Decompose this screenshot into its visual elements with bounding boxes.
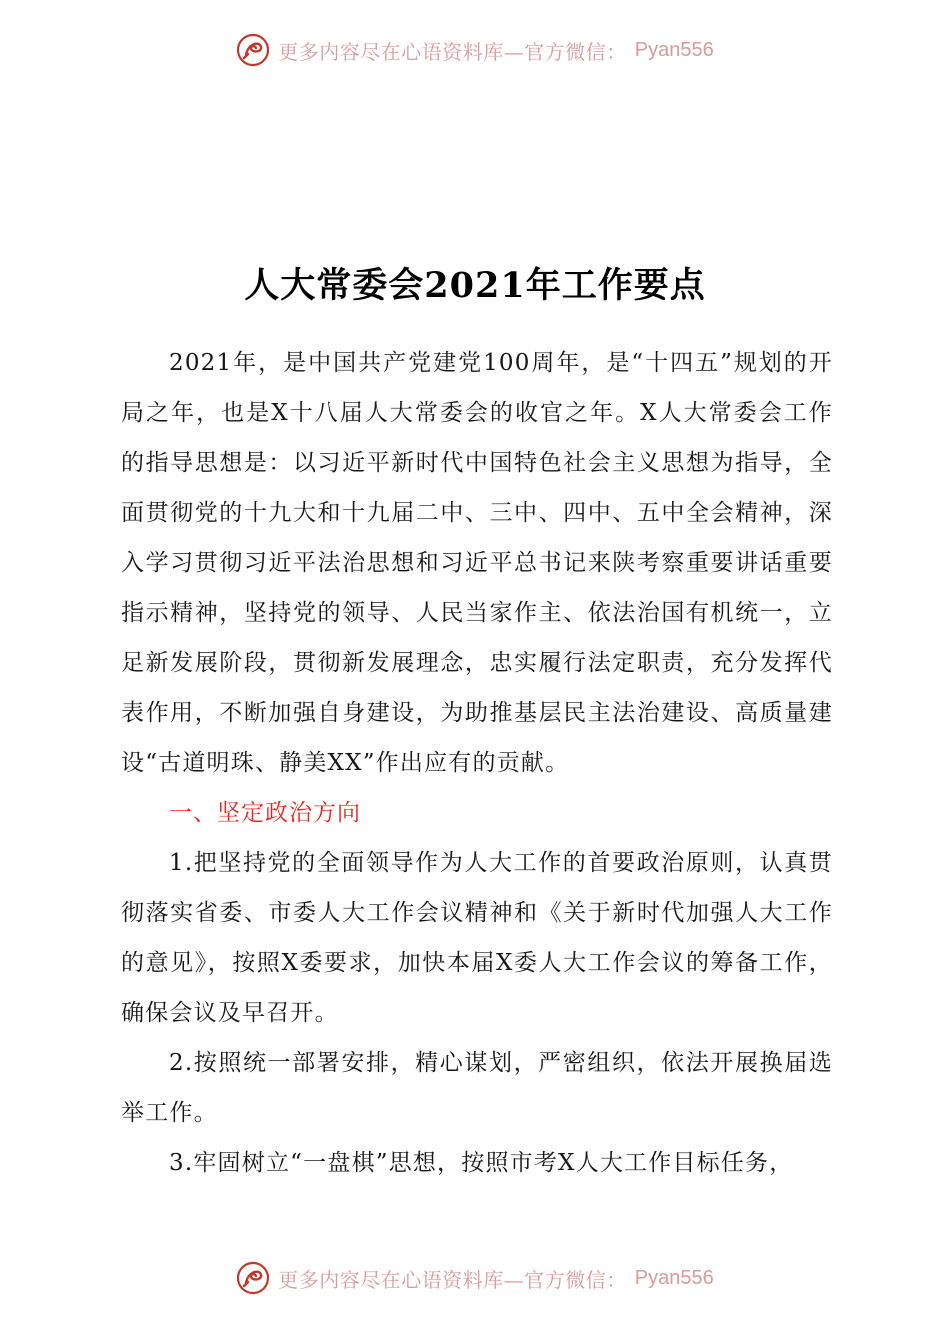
footer-banner	[0, 1258, 950, 1298]
banner-wechat-id: Pyan556	[634, 38, 714, 61]
intro-paragraph: 2021年，是中国共产党建党100周年，是“十四五”规划的开局之年，也是X十八届人大常委会的收官之年。X人大常委会工作的指导思想是：以习近平新时代中国特色社会主义思想为指导，全面贯彻党的十九大和十九届二中、三中、四中、五中全会精神，深入学习贯彻习近平法治思想和习近平总书记来陕考察重要讲话重要指示精神，坚持党的领导、人民当家作主、依法治国有机统一，立足新发展阶段，贯彻新发展理念，忠实履行法定职责，充分发挥代表作用，不断加强自身建设，为助推基层民主法治建设、高质量建设“古道明珠、静美XX”作出应有的贡献。	[121, 350, 833, 776]
document-title: 人大常委会2021年工作要点	[244, 265, 706, 306]
header-banner	[0, 30, 950, 70]
red-swirl-logo-icon	[236, 33, 270, 67]
list-item-2: 2.按照统一部署安排，精心谋划，严密组织，依法开展换届选举工作。	[121, 1050, 833, 1126]
banner-wechat-id: Pyan556	[634, 1266, 714, 1289]
document-body	[121, 338, 833, 1188]
banner-text: 更多内容尽在心语资料库—官方微信：	[278, 1267, 627, 1292]
list-item-1: 1.把坚持党的全面领导作为人大工作的首要政治原则，认真贯彻落实省委、市委人大工作会议精神和《关于新时代加强人大工作的意见》，按照X委要求，加快本届X委人大工作会议的筹备工作，确保会议及早召开。	[121, 850, 833, 1026]
banner-text: 更多内容尽在心语资料库—官方微信：	[278, 39, 627, 64]
red-swirl-logo-icon	[236, 1261, 270, 1295]
section-heading-1: 一、坚定政治方向	[169, 800, 361, 826]
list-item-3: 3.牢固树立“一盘棋”思想，按照市考X人大工作目标任务，	[169, 1150, 794, 1176]
